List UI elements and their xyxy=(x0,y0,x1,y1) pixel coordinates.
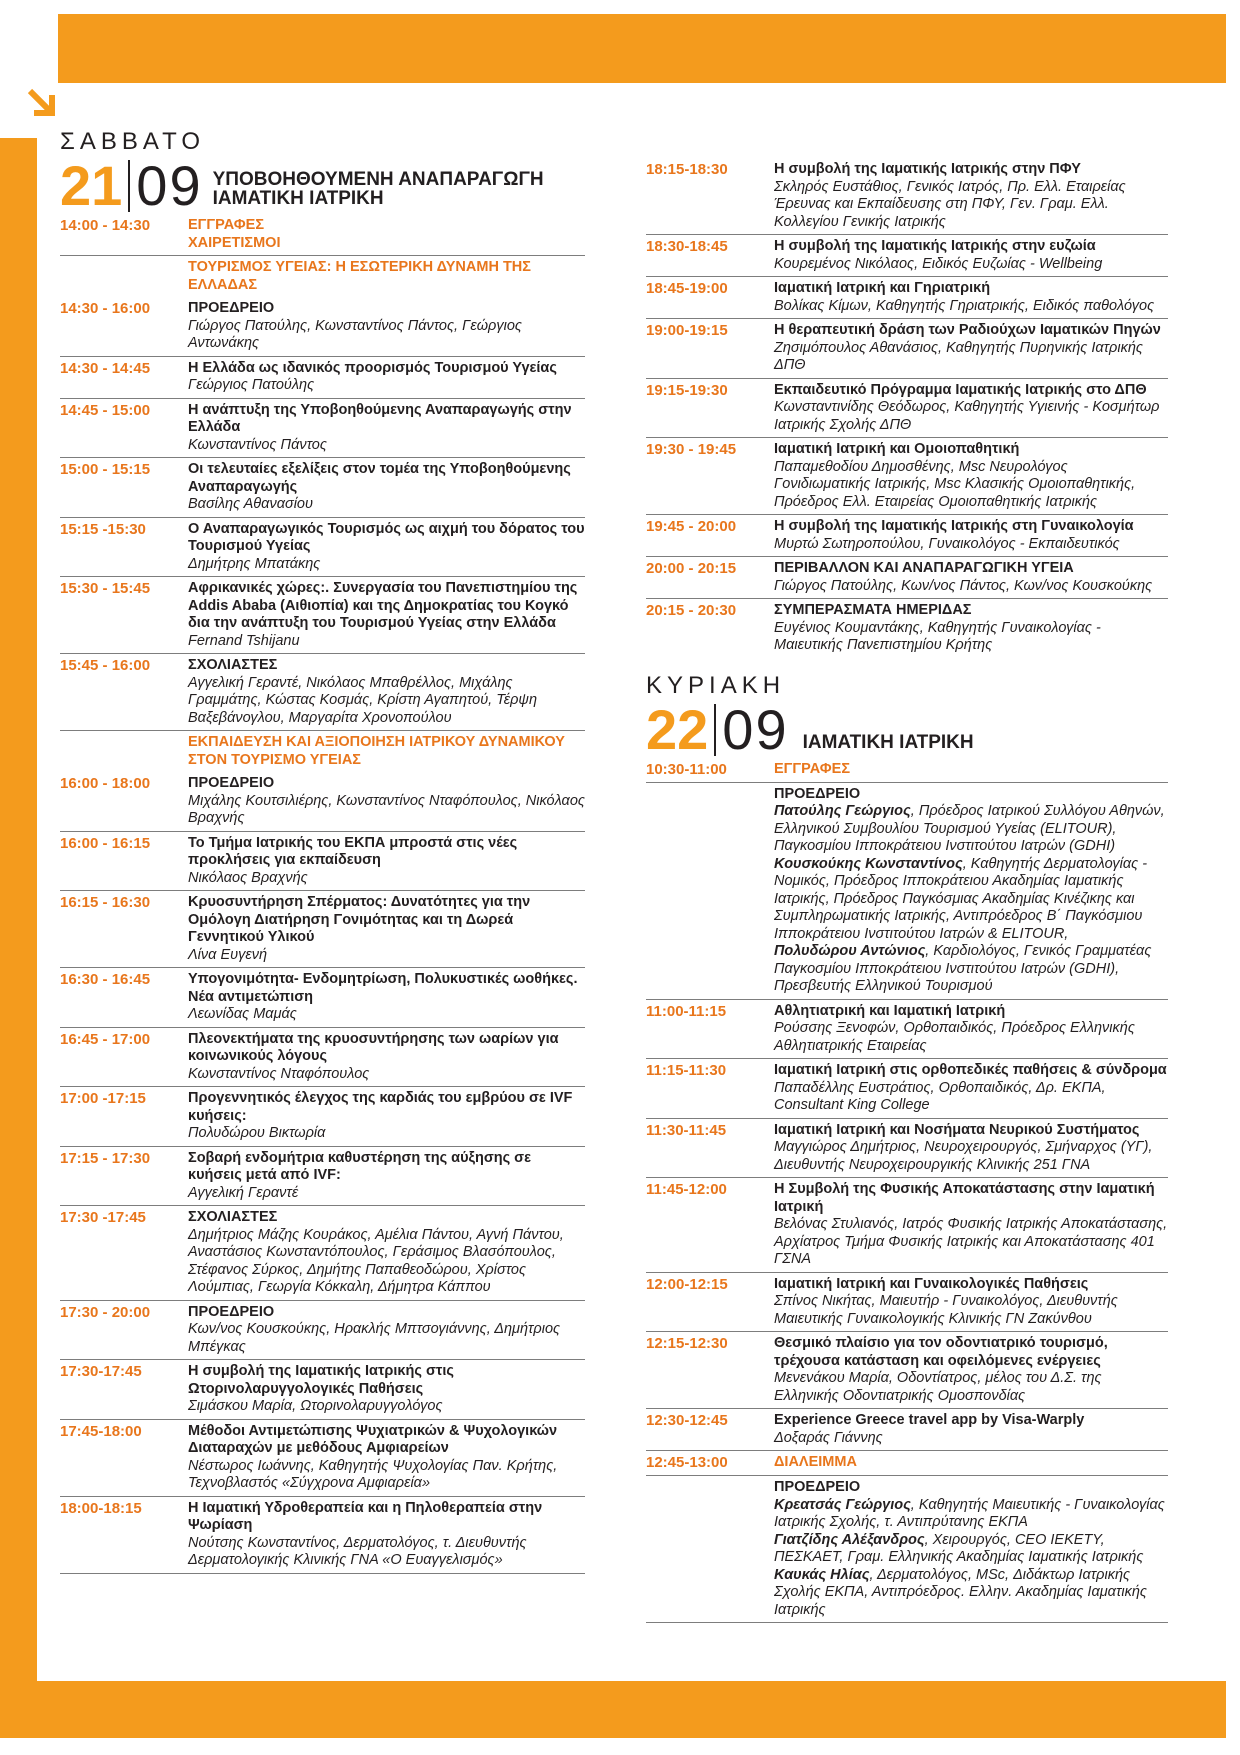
schedule-entry xyxy=(60,1206,585,1301)
entry-title: Αθλητιατρική και Ιαματική Ιατρική xyxy=(774,1002,1006,1019)
speaker-role: , Πρόεδρος Ιατρικού Συλλόγου Αθηνών, Ελληνικού Συμβουλίου Τουρισμού Υγείας (ELITOUR), Παγκοσμίου Ιπποκράτειου Ινστιτούτου Ιατρών (GDHI) xyxy=(774,803,1165,854)
entry-time: 12:45-13:00 xyxy=(646,1454,728,1471)
entry-body xyxy=(188,402,585,455)
entry-title: Πλεονεκτήματα της κρυοσυντήρησης των ωαρίων για κοινωνικούς λόγους xyxy=(188,1030,559,1064)
entry-title: ΕΓΓΡΑΦΕΣ xyxy=(774,760,851,777)
entry-speakers: Βολίκας Κίμων, Καθηγητής Γηριατρικής, Ειδικός παθολόγος xyxy=(774,297,1155,314)
schedule-entry xyxy=(646,1178,1168,1273)
entry-speakers: Αγγελική Γεραντέ xyxy=(188,1184,299,1201)
entry-body xyxy=(188,1304,585,1357)
entry-body xyxy=(188,894,585,964)
entry-body xyxy=(188,300,585,353)
entry-title: Η συμβολή της Ιαματικής Ιατρικής στην ευζωία xyxy=(774,238,1096,254)
entry-body xyxy=(774,1062,1168,1115)
entry-time: 20:15 - 20:30 xyxy=(646,602,737,619)
entry-time: 18:30-18:45 xyxy=(646,238,728,255)
entry-speakers xyxy=(774,1497,1168,1620)
speaker-name: Πατούλης Γεώργιος xyxy=(774,803,911,819)
entry-body xyxy=(188,1031,585,1084)
entry-time xyxy=(646,786,774,996)
entry-speakers: Πολυδώρου Βικτωρία xyxy=(188,1125,326,1141)
arrow-down-right-icon xyxy=(26,85,62,121)
entry-title: ΣΧΟΛΙΑΣΤΕΣ xyxy=(188,1209,278,1225)
entry-title: Η συμβολή της Ιαματικής Ιατρικής στις Ωτορινολαρυγγολογικές Παθήσεις xyxy=(188,1363,454,1397)
speaker-name: Γιατζίδης Αλέξανδρος xyxy=(774,1531,925,1548)
schedule-entry xyxy=(646,1409,1168,1451)
entry-speakers: Μυρτώ Σωτηροπούλου, Γυναικολόγος - Εκπαιδευτικός xyxy=(774,535,1120,552)
entry-speakers: Μαγγιώρος Δημήτριος, Νευροχειρουργός, Σμήναρχος (ΥΓ), Διευθυντής Νευροχειρουργικής Κλινικής 251 ΓΝΑ xyxy=(774,1139,1153,1173)
entry-title: ΠΡΟΕΔΡΕΙΟ xyxy=(188,300,275,316)
entry-time: 18:15-18:30 xyxy=(646,161,728,178)
entry-speakers: Δημήτρης Μπατάκης xyxy=(188,555,321,572)
entry-body xyxy=(188,360,585,395)
entry-title: Κρυοσυντήρηση Σπέρματος: Δυνατότητες για την Ομόλογη Διατήρηση Γονιμότητας και τη Δωρεά Γεννητικού Υλικού xyxy=(188,894,531,945)
entry-time: 18:00-18:15 xyxy=(60,1499,142,1517)
entry-title: ΣΥΜΠΕΡΑΣΜΑΤΑ ΗΜΕΡΙΔΑΣ xyxy=(774,602,972,618)
speaker-role: , Καθηγητής Μαιευτικής - Γυναικολογίας Ιατρικής Σχολής, τ. Αντιπρύτανης ΕΚΠΑ xyxy=(774,1496,1165,1530)
entry-body xyxy=(774,1122,1168,1175)
entry-time: 16:30 - 16:45 xyxy=(60,971,151,988)
entry-title: ΤΟΥΡΙΣΜΟΣ ΥΓΕΙΑΣ: Η ΕΣΩΤΕΡΙΚΗ ΔΥΝΑΜΗ ΤΗΣ ΕΛΛΑΔΑΣ xyxy=(188,259,531,293)
entry-speakers: Γιώργος Πατούλης, Κων/νος Πάντος, Κων/νος Κουσκούκης xyxy=(774,577,1153,594)
schedule-entry xyxy=(646,319,1168,379)
day-header-sunday xyxy=(646,697,1168,761)
entry-time: 11:30-11:45 xyxy=(646,1121,727,1139)
entry-time: 20:00 - 20:15 xyxy=(646,560,737,577)
entry-time: 17:30 - 20:00 xyxy=(60,1303,151,1321)
entry-body xyxy=(774,1003,1168,1056)
day-divider xyxy=(128,160,130,212)
entry-title: Οι τελευταίες εξελίξεις στον τομέα της Υποβοηθούμενης Αναπαραγωγής xyxy=(188,461,571,495)
schedule-entry xyxy=(646,438,1168,515)
entry-body xyxy=(774,382,1168,435)
entry-body xyxy=(188,971,585,1024)
session-title: ΥΠΟΒΟΗΘΟΥΜΕΝΗ ΑΝΑΠΑΡΑΓΩΓΗ ΙΑΜΑΤΙΚΗ ΙΑΤΡΙΚΗ xyxy=(212,169,544,209)
schedule-entry xyxy=(60,256,585,297)
entry-body xyxy=(774,786,1168,996)
entry-body xyxy=(774,1454,1168,1472)
entry-time: 19:45 - 20:00 xyxy=(646,518,737,535)
entry-body xyxy=(774,1335,1168,1405)
schedule-entry xyxy=(646,158,1168,235)
entry-speakers: Ευγένιος Κουμαντάκης, Καθηγητής Γυναικολογίας - Μαιευτικής Πανεπιστημίου Κρήτης xyxy=(774,619,1101,653)
entry-title: ΕΚΠΑΙΔΕΥΣΗ ΚΑΙ ΑΞΙΟΠΟΙΗΣΗ ΙΑΤΡΙΚΟΥ ΔΥΝΑΜΙΚΟΥ ΣΤΟΝ ΤΟΥΡΙΣΜΟ ΥΓΕΙΑΣ xyxy=(188,734,565,768)
entry-body xyxy=(188,217,585,252)
entry-title: Ιαματική Ιατρική και Γυναικολογικές Παθήσεις xyxy=(774,1275,1089,1292)
schedule-entry xyxy=(60,772,585,832)
entry-speakers: Νέστωρος Ιωάννης, Καθηγητής Ψυχολογίας Παν. Κρήτης, Τεχνοβλαστός «Σύγχρονα Αμφιαρεία» xyxy=(188,1457,558,1491)
speaker-role: , Χειρουργός, CEO IEKETY, ΠΕΣΚΑΕΤ, Γραμ. Ελληνικής Ακαδημίας Ιαματικής Ιατρικής xyxy=(774,1531,1144,1565)
entry-time: 11:00-11:15 xyxy=(646,1002,727,1020)
entry-title: Σοβαρή ενδομήτρια καθυστέρηση της αύξησης σε κυήσεις μετά από IVF: xyxy=(188,1149,531,1183)
entry-speakers xyxy=(774,803,1168,996)
entry-body xyxy=(774,238,1168,273)
entry-time: 17:45-18:00 xyxy=(60,1422,142,1440)
schedule-entry xyxy=(60,731,585,772)
entry-speakers: Αγγελική Γεραντέ, Νικόλαος Μπαθρέλλος, Μιχάλης Γραμμάτης, Κώστας Κοσμάς, Κρίστη Αγαπητού, Τέρψη Βαξεβάνογλου, Μαργαρίτα Χρονοπούλου xyxy=(188,674,538,726)
entry-time: 11:45-12:00 xyxy=(646,1181,727,1198)
entry-body xyxy=(774,518,1168,553)
entry-time: 12:15-12:30 xyxy=(646,1335,728,1352)
entry-body xyxy=(774,1181,1168,1269)
speaker-role: , Δερματολόγος, MSc, Διδάκτωρ Ιατρικής Σχολής ΕΚΠΑ, Αντιπρόεδρος. Ελλην. Ακαδημίας Ιαματικής Ιατρικής xyxy=(774,1566,1147,1618)
entry-body xyxy=(774,1276,1168,1329)
entry-title: Ιαματική Ιατρική και Γηριατρική xyxy=(774,280,991,296)
schedule-entry xyxy=(646,1000,1168,1060)
entry-time: 10:30-11:00 xyxy=(646,760,727,778)
entry-speakers: Νούτσης Κωνσταντίνος, Δερματολόγος, τ. Διευθυντής Δερματολογικής Κλινικής ΓΝΑ «Ο Ευαγγελισμός» xyxy=(188,1534,527,1568)
schedule-entry xyxy=(60,297,585,357)
schedule-entry xyxy=(646,1476,1168,1623)
entry-title: Ο Αναπαραγωγικός Τουρισμός ως αιχμή του δόρατος του Τουρισμού Υγείας xyxy=(188,520,585,554)
entry-time xyxy=(60,259,188,294)
entry-speakers: Βασίλης Αθανασίου xyxy=(188,496,313,512)
session-title: ΙΑΜΑΤΙΚΗ ΙΑΤΡΙΚΗ xyxy=(802,731,974,753)
entry-title: Ιαματική Ιατρική στις ορθοπεδικές παθήσεις & σύνδρομα xyxy=(774,1062,1167,1078)
entry-time: 16:45 - 17:00 xyxy=(60,1030,151,1048)
entry-time: 16:00 - 18:00 xyxy=(60,775,151,792)
entry-body xyxy=(188,521,585,574)
entry-body xyxy=(188,775,585,828)
schedule-entry xyxy=(60,214,585,256)
entry-title: ΠΡΟΕΔΡΕΙΟ xyxy=(188,1303,275,1320)
entry-time: 16:15 - 16:30 xyxy=(60,894,151,911)
schedule-entry xyxy=(60,1087,585,1147)
entry-speakers: Παπαδέλλης Ευστράτιος, Ορθοπαιδικός, Δρ. ΕΚΠΑ, Consultant King College xyxy=(774,1079,1106,1113)
entry-title: Ιαματική Ιατρική και Νοσήματα Νευρικού Συστήματος xyxy=(774,1121,1140,1138)
entry-title: ΠΡΟΕΔΡΕΙΟ xyxy=(774,785,861,802)
entry-body xyxy=(188,1090,585,1143)
entry-speakers: Δοξαράς Γιάννης xyxy=(774,1429,883,1446)
entry-time: 14:45 - 15:00 xyxy=(60,401,151,419)
sunday-schedule xyxy=(646,758,1168,1624)
speaker-role: , Καθηγητής Δερματολογίας - Νομικός, Πρόεδρος Ιπποκράτειου Ακαδημίας Ιαματικής Ιατρικής, Πρόεδρος Παγκόσμιας Ακαδημίας Κινέζικης και Συμπληρωματικής Ιατρικής, Αντιπρόεδρος Β΄ Παγκόσμιου Ιπποκράτειου Ινστιτούτου Ιατρών & ELITOUR, xyxy=(774,855,1148,942)
speaker-name: Καυκάς Ηλίας xyxy=(774,1566,870,1583)
entry-speakers: Σιμάσκου Μαρία, Ωτορινολαρυγγολόγος xyxy=(188,1398,443,1414)
entry-title: Η συμβολή της Ιαματικής Ιατρικής στη Γυναικολογία xyxy=(774,518,1134,534)
schedule-entry xyxy=(646,515,1168,557)
entry-time: 16:00 - 16:15 xyxy=(60,834,151,852)
entry-speakers: Σκληρός Ευστάθιος, Γενικός Ιατρός, Πρ. Ελλ. Εταιρείας Έρευνας και Εκπαίδευσης στη ΠΦΥ, Γεν. Γραμ. Ελλ. Κολλεγίου Γενικής Ιατρικής xyxy=(774,178,1126,230)
entry-title: Εκπαιδευτικό Πρόγραμμα Ιαματικής Ιατρικής στο ΔΠΘ xyxy=(774,381,1147,398)
entry-title: Υπογονιμότητα- Ενδομητρίωση, Πολυκυστικές ωοθήκες. Νέα αντιμετώπιση xyxy=(188,971,578,1005)
entry-body xyxy=(188,657,585,727)
schedule-entry xyxy=(646,758,1168,783)
entry-speakers: Δημήτριος Μάζης Κουράκος, Αμέλια Πάντου, Αγνή Πάντου, Αναστάσιος Κωνσταντόπουλος, Γεράσιμος Βλασόπουλος, Στέφανος Σύρκος, Δημήτης Παπαθεοδώρου, Χρίστος Λούμπιας, Γεωργία Κόκκαλη, Δήμητρα Κάππου xyxy=(188,1226,564,1295)
entry-body xyxy=(188,1423,585,1493)
schedule-entry xyxy=(60,968,585,1028)
entry-body xyxy=(188,580,585,650)
entry-speakers: Κων/νος Κουσκούκης, Ηρακλής Μπτσογιάννης, Δημήτριος Μπέγκας xyxy=(188,1321,561,1355)
entry-body xyxy=(774,280,1168,315)
entry-body xyxy=(188,1209,585,1297)
entry-speakers: Ρούσσης Ξενοφών, Ορθοπαιδικός, Πρόεδρος Ελληνικής Αθλητιατρικής Εταιρείας xyxy=(774,1020,1135,1054)
left-orange-band xyxy=(0,138,37,1738)
bottom-orange-band xyxy=(37,1681,1226,1738)
speaker-name: Κουσκούκης Κωνσταντίνος xyxy=(774,855,963,872)
day-divider xyxy=(714,704,716,756)
entry-title: Η θεραπευτική δράση των Ραδιούχων Ιαματικών Πηγών xyxy=(774,322,1161,338)
entry-title: ΣΧΟΛΙΑΣΤΕΣ xyxy=(188,657,278,673)
entry-body xyxy=(188,1363,585,1416)
entry-time xyxy=(646,1479,774,1619)
schedule-entry xyxy=(646,1059,1168,1119)
speaker-name: Πολυδώρου Αντώνιος xyxy=(774,943,926,959)
entry-time xyxy=(60,734,188,769)
schedule-entry xyxy=(60,891,585,968)
entry-body xyxy=(774,161,1168,231)
entry-time: 15:30 - 15:45 xyxy=(60,580,151,597)
entry-body xyxy=(774,1479,1168,1619)
schedule-entry xyxy=(646,557,1168,599)
entry-speakers: Σπίνος Νικήτας, Μαιευτήρ - Γυναικολόγος, Διευθυντής Μαιευτικής Γυναικολογικής Κλινικής ΓΝ Ζακύνθου xyxy=(774,1293,1118,1327)
entry-speakers: Fernand Tshijanu xyxy=(188,632,300,649)
entry-title: ΠΡΟΕΔΡΕΙΟ xyxy=(188,775,275,791)
entry-time: 19:30 - 19:45 xyxy=(646,441,737,458)
day-number: 21 xyxy=(60,154,123,217)
entry-title: Προγεννητικός έλεγχος της καρδιάς του εμβρύου σε IVF κυήσεις: xyxy=(188,1090,573,1124)
entry-speakers: Νικόλαος Βραχνής xyxy=(188,869,308,886)
schedule-entry xyxy=(646,1451,1168,1476)
schedule-entry xyxy=(646,235,1168,277)
entry-body xyxy=(188,259,585,294)
entry-title: Experience Greece travel app by Visa-Warply xyxy=(774,1412,1085,1428)
entry-title: Η Ιαματική Υδροθεραπεία και η Πηλοθεραπεία στην Ψωρίαση xyxy=(188,1499,543,1533)
entry-time: 14:30 - 14:45 xyxy=(60,359,151,377)
day-number: 22 xyxy=(646,697,709,761)
schedule-entry xyxy=(60,1360,585,1420)
entry-speakers: Ζησιμόπουλος Αθανάσιος, Καθηγητής Πυρηνικής Ιατρικής ΔΠΘ xyxy=(774,339,1143,373)
entry-time: 18:45-19:00 xyxy=(646,280,728,297)
entry-speakers: Γιώργος Πατούλης, Κωνσταντίνος Πάντος, Γεώργιος Αντωνάκης xyxy=(188,317,522,351)
entry-title: ΠΡΟΕΔΡΕΙΟ xyxy=(774,1479,861,1495)
schedule-entry xyxy=(60,518,585,578)
schedule-entry xyxy=(646,783,1168,1000)
entry-body xyxy=(188,734,585,769)
schedule-entry xyxy=(60,1301,585,1361)
entry-time: 14:00 - 14:30 xyxy=(60,217,151,234)
entry-body xyxy=(774,602,1168,655)
entry-speakers: Βελόνας Στυλιανός, Ιατρός Φυσικής Ιατρικής Αποκατάστασης, Αρχίατρος Τμήμα Φυσικής Ιατρικής και Αποκατάστασης 401 ΓΣΝΑ xyxy=(774,1216,1168,1267)
saturday-column xyxy=(60,130,585,1574)
schedule-entry xyxy=(60,458,585,518)
entry-title: Η Ελλάδα ως ιδανικός προορισμός Τουρισμού Υγείας xyxy=(188,359,557,376)
entry-time: 12:00-12:15 xyxy=(646,1275,728,1293)
entry-speakers: Κωνσταντίνος Πάντος xyxy=(188,436,327,453)
schedule-entry xyxy=(646,1273,1168,1333)
entry-body xyxy=(774,560,1168,595)
schedule-entry xyxy=(646,379,1168,439)
saturday-schedule-continued xyxy=(646,158,1168,658)
entry-time: 17:00 -17:15 xyxy=(60,1090,146,1107)
entry-title: ΠΕΡΙΒΑΛΛΟΝ ΚΑΙ ΑΝΑΠΑΡΑΓΩΓΙΚΗ ΥΓΕΙΑ xyxy=(774,560,1074,576)
schedule-entry xyxy=(60,1147,585,1207)
entry-title: Ιαματική Ιατρική και Ομοιοπαθητική xyxy=(774,441,1020,457)
entry-time: 17:30-17:45 xyxy=(60,1363,142,1380)
day-name-sunday: ΚΥΡΙΑΚΗ xyxy=(646,671,786,699)
entry-speakers: Παπαμεθοδίου Δημοσθένης, Msc Νευρολόγος Γονιδιωματικής Ιατρικής, Msc Κλασικής Ομοιοπαθητικής, Πρόεδρος Ελλ. Εταιρείας Ομοιοπαθητικής Ιατρικής xyxy=(774,458,1136,510)
entry-speakers: Κουρεμένος Νικόλαος, Ειδικός Ευζωίας - Wellbeing xyxy=(774,255,1103,272)
schedule-entry xyxy=(646,599,1168,658)
top-orange-band xyxy=(58,14,1226,83)
entry-speakers: Γεώργιος Πατούλης xyxy=(188,377,315,393)
schedule-entry xyxy=(60,1420,585,1497)
schedule-entry xyxy=(60,1497,585,1574)
day-name-saturday: ΣΑΒΒΑΤΟ xyxy=(60,128,205,155)
schedule-entry xyxy=(60,654,585,731)
entry-body xyxy=(188,1150,585,1203)
speaker-role: , Καρδιολόγος, Γενικός Γραμματέας Παγκοσμίου Ιπποκράτειου Ινστιτούτου Ιατρών (GDHI), Πρεσβευτής Ελληνικού Τουρισμού xyxy=(774,943,1152,994)
entry-time: 12:30-12:45 xyxy=(646,1412,728,1429)
entry-body xyxy=(774,1412,1168,1447)
schedule-entry xyxy=(60,357,585,399)
entry-title: Αφρικανικές χώρες:. Συνεργασία του Πανεπιστημίου της Addis Ababa (Αιθιοπία) και της Δημοκρατίας του Κογκό δια την ανάπτυξη του Τουρισμού Υγείας στην Ελλάδα xyxy=(188,580,578,631)
entry-title: Η συμβολή της Ιαματικής Ιατρικής στην ΠΦΥ xyxy=(774,161,1081,177)
entry-time: 17:15 - 17:30 xyxy=(60,1149,151,1167)
entry-title: ΔΙΑΛΕΙΜΜΑ xyxy=(774,1454,857,1470)
schedule-entry xyxy=(646,277,1168,319)
entry-title: Η ανάπτυξη της Υποβοηθούμενης Αναπαραγωγής στην Ελλάδα xyxy=(188,401,572,435)
entry-body xyxy=(188,1500,585,1570)
entry-title: Θεσμικό πλαίσιο για τον οδοντιατρικό τουρισμό, τρέχουσα κατάσταση και οφειλόμενες ενέργειες xyxy=(774,1335,1108,1369)
entry-speakers: Κωνσταντίνος Νταφόπουλος xyxy=(188,1065,370,1082)
entry-speakers: Μιχάλης Κουτσιλιέρης, Κωνσταντίνος Νταφόπουλος, Νικόλαος Βραχνής xyxy=(188,792,585,826)
entry-speakers: Λεωνίδας Μαμάς xyxy=(188,1006,297,1022)
entry-time: 11:15-11:30 xyxy=(646,1062,727,1079)
entry-body xyxy=(774,761,1168,779)
entry-title: Μέθοδοι Αντιμετώπισης Ψυχιατρικών & Ψυχολογικών Διαταραχών με μεθόδους Αμφιαρείων xyxy=(188,1422,558,1456)
month-number: 09 xyxy=(722,697,789,761)
entry-time: 19:00-19:15 xyxy=(646,322,728,339)
entry-body xyxy=(774,322,1168,375)
schedule-entry xyxy=(60,577,585,654)
entry-time: 15:45 - 16:00 xyxy=(60,657,151,674)
saturday-schedule xyxy=(60,214,585,1574)
right-column xyxy=(646,158,1168,1623)
entry-title: Η Συμβολή της Φυσικής Αποκατάστασης στην Ιαματική Ιατρική xyxy=(774,1181,1155,1215)
entry-time: 17:30 -17:45 xyxy=(60,1209,146,1226)
schedule-entry xyxy=(60,832,585,892)
entry-title: Το Τμήμα Ιατρικής του ΕΚΠΑ μπροστά στις νέες προκλήσεις για εκπαίδευση xyxy=(188,834,518,868)
speaker-name: Κρεατσάς Γεώργιος xyxy=(774,1496,911,1513)
entry-body xyxy=(774,441,1168,511)
entry-title: ΕΓΓΡΑΦΕΣ ΧΑΙΡΕΤΙΣΜΟΙ xyxy=(188,217,281,251)
entry-speakers: Μενενάκου Μαρία, Οδοντίατρος, μέλος του Δ.Σ. της Ελληνικής Οδοντιατρικής Ομοσπονδίας xyxy=(774,1370,1102,1404)
entry-time: 15:00 - 15:15 xyxy=(60,461,151,478)
schedule-entry xyxy=(646,1119,1168,1179)
entry-body xyxy=(188,461,585,514)
entry-body xyxy=(188,835,585,888)
entry-speakers: Κωνσταντινίδης Θεόδωρος, Καθηγητής Υγιεινής - Κοσμήτωρ Ιατρικής Σχολής ΔΠΘ xyxy=(774,399,1160,433)
entry-time: 19:15-19:30 xyxy=(646,381,728,399)
entry-time: 15:15 -15:30 xyxy=(60,520,146,538)
schedule-entry xyxy=(60,399,585,459)
schedule-entry xyxy=(646,1332,1168,1409)
entry-speakers: Λίνα Ευγενή xyxy=(188,946,268,963)
month-number: 09 xyxy=(136,154,203,217)
schedule-entry xyxy=(60,1028,585,1088)
day-header-saturday xyxy=(60,154,585,217)
entry-time: 14:30 - 16:00 xyxy=(60,300,151,317)
